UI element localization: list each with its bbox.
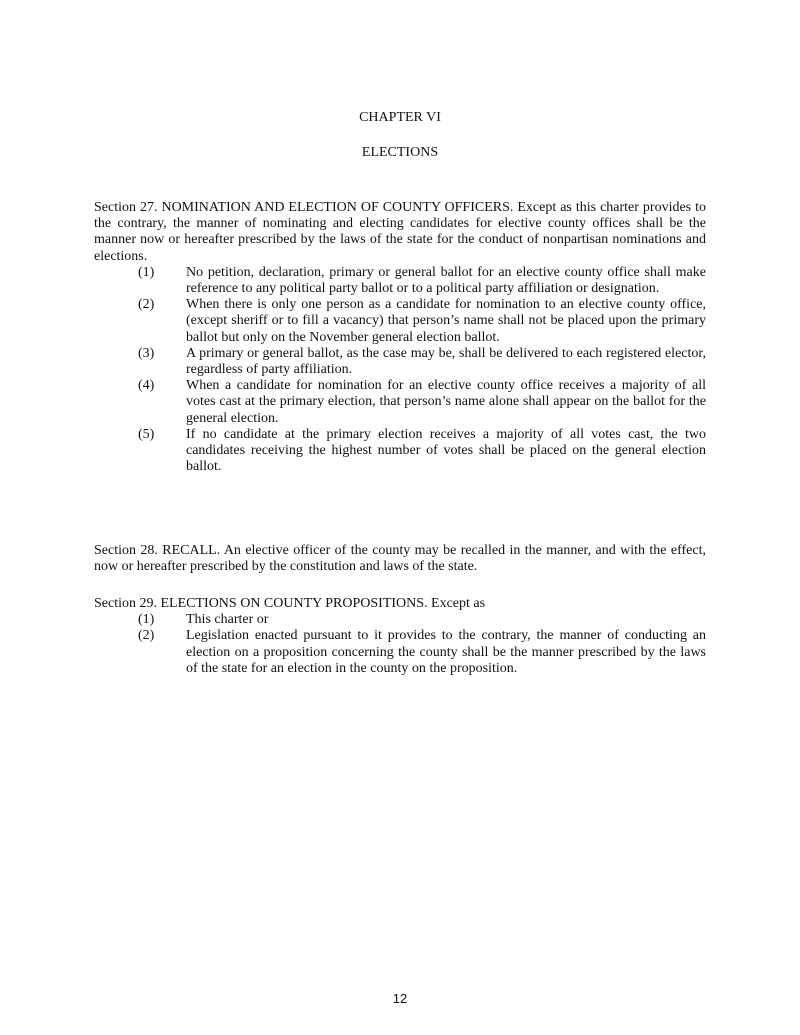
- list-item: [94, 297, 706, 346]
- list-item: [94, 265, 706, 297]
- item-text: When a candidate for nomination for an elective county office receives a majority of all votes cast at the primary election, that person’s name alone shall appear on the ballot for the general election.: [186, 378, 706, 426]
- section-27: [94, 200, 706, 475]
- list-item: [94, 427, 706, 476]
- item-number: (2): [138, 628, 155, 644]
- list-item: [94, 346, 706, 378]
- chapter-heading: CHAPTER VI: [359, 110, 441, 125]
- list-item: [94, 378, 706, 427]
- section-28-text: Section 28. RECALL. An elective officer of the county may be recalled in the manner, and with the effect, now or hereafter prescribed by the constitution and laws of the state.: [94, 543, 706, 575]
- item-number: (1): [138, 264, 155, 280]
- section-28: [94, 543, 706, 575]
- item-number: (1): [138, 612, 155, 628]
- item-number: (3): [138, 345, 155, 361]
- item-number: (5): [138, 426, 155, 442]
- section-29-intro: Section 29. ELECTIONS ON COUNTY PROPOSITIONS. Except as: [94, 596, 486, 611]
- section-29-list: [94, 612, 706, 677]
- item-text: A primary or general ballot, as the case may be, shall be delivered to each registered elector, regardless of party affiliation.: [186, 345, 706, 378]
- item-text: If no candidate at the primary election receives a majority of all votes cast, the two candidates receiving the highest number of votes shall be placed on the general election ballot.: [186, 426, 706, 475]
- item-text: When there is only one person as a candidate for nomination to an elective county office, (except sheriff or to fill a vacancy) that person’s name shall not be placed upon the primary ballot but only on the November general election ballot.: [186, 297, 706, 345]
- page-number: 12: [392, 991, 408, 1006]
- chapter-title: ELECTIONS: [361, 145, 439, 160]
- item-text: Legislation enacted pursuant to it provides to the contrary, the manner of conducting an election on a proposition concerning the county shall be the manner prescribed by the laws of the state for an election in the county on the proposition.: [186, 628, 706, 676]
- section-27-intro: Section 27. NOMINATION AND ELECTION OF COUNTY OFFICERS. Except as this charter provides to the contrary, the manner of nominating and electing candidates for elective county offices shall be the manner now or hereafter prescribed by the laws of the state for the conduct of nonpartisan nominations and elections.: [94, 200, 706, 264]
- section-29: [94, 596, 706, 677]
- item-text: No petition, declaration, primary or general ballot for an elective county office shall make reference to any political party ballot or to a political party affiliation or designation.: [186, 264, 706, 297]
- list-item: [94, 628, 706, 677]
- list-item: [94, 612, 706, 628]
- item-number: (2): [138, 297, 155, 313]
- section-27-list: [94, 265, 706, 476]
- item-number: (4): [138, 378, 155, 394]
- item-text: This charter or: [186, 612, 269, 628]
